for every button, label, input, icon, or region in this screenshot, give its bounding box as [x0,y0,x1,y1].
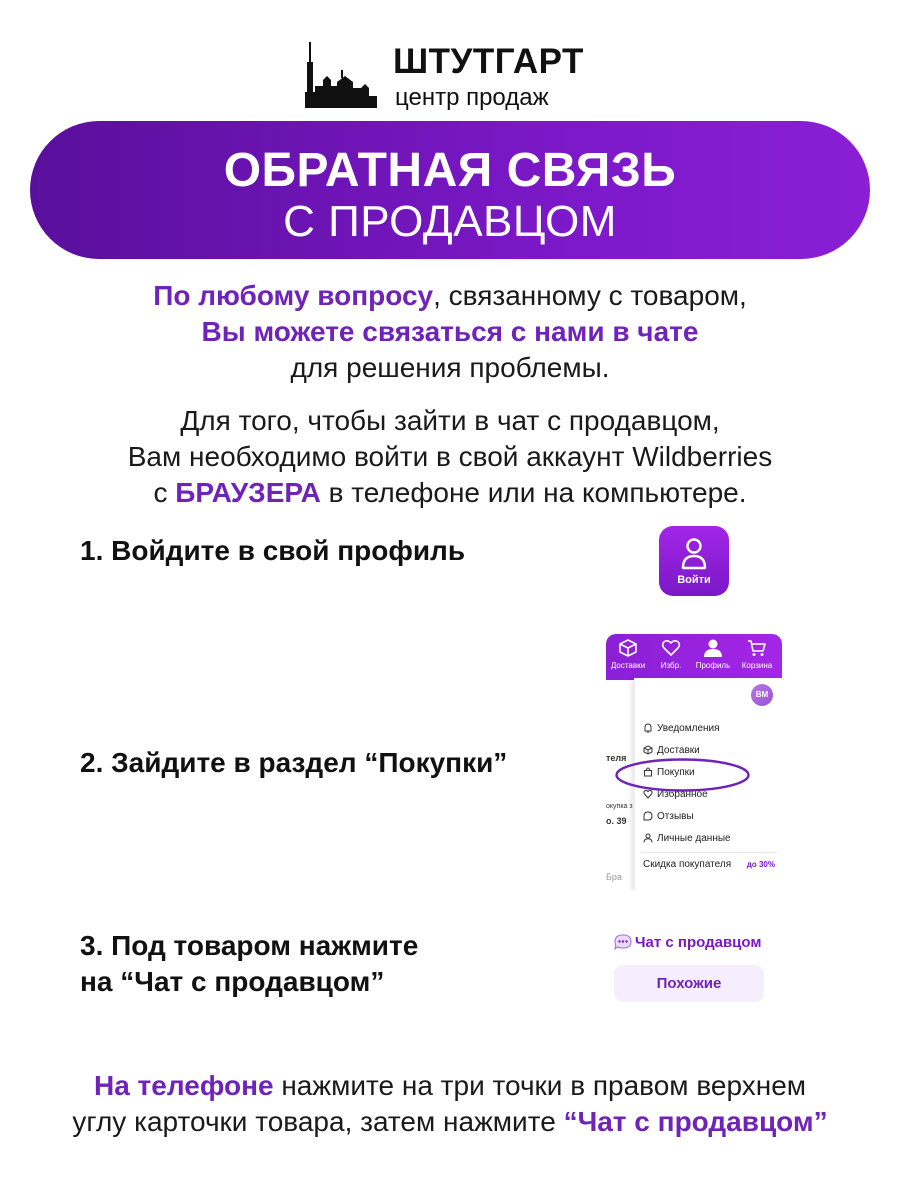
footer-line-1 [0,1068,900,1104]
city-skyline-icon [305,40,377,108]
footer-accent-phone: На телефоне [93,1070,274,1101]
background-text: Бра [606,872,622,882]
intro-line-2 [0,314,900,350]
login-button[interactable] [659,526,729,596]
tab-cart[interactable] [737,638,777,670]
highlight-oval [614,757,751,793]
buyer-discount-row[interactable] [643,858,775,872]
chat-bubble-icon [614,934,632,950]
chat-link-label: Чат с продавцом [635,934,762,951]
intro-line-3: для решения проблемы. [290,352,610,383]
bell-icon [643,723,653,733]
user-icon [681,538,707,570]
tab-label: Доставки [610,661,646,670]
logo-name: ШТУТГАРТ [393,42,584,81]
box-icon [618,638,638,658]
intro-accent-chat: Вы можете связаться с нами в чате [201,316,699,347]
background-text: теля [606,753,627,763]
title-banner [30,121,870,259]
tab-profile[interactable] [693,638,733,670]
intro-text: с [153,477,176,508]
avatar[interactable]: ВМ [751,684,773,706]
footer-accent-chat: “Чат с продавцом” [563,1106,828,1137]
step-1-text: 1. Войдите в свой профиль [80,535,466,566]
heart-icon [661,638,681,658]
footer-line-2 [0,1104,900,1140]
menu-item-label: Уведомления [657,723,720,734]
step-2-text: 2. Зайдите в раздел “Покупки” [80,747,508,778]
chat-icon [643,811,653,821]
intro-line-1 [0,278,900,314]
background-text: о. 39 [606,816,627,826]
menu-item-label: Личные данные [657,833,731,844]
menu-item-reviews[interactable] [643,808,694,826]
tab-favorites[interactable] [651,638,691,670]
discount-label: Скидка покупателя [643,859,732,870]
tab-label: Избр. [660,661,682,670]
similar-button[interactable]: Похожие [614,965,764,1002]
banner-subtitle: С ПРОДАВЦОМ [283,197,617,246]
intro-text: , связанному с товаром, [433,280,747,311]
menu-item-personal-data[interactable] [643,830,731,848]
intro-line-5: Вам необходимо войти в свой аккаунт Wildberries [127,441,773,472]
user-icon [703,638,723,658]
cart-icon [747,638,767,658]
box-icon [643,745,653,755]
menu-item-label: Доставки [657,745,700,756]
tab-label: Профиль [695,661,731,670]
top-navigation-bar [606,634,782,680]
logo-subtitle: центр продаж [395,84,549,111]
banner-title: ОБРАТНАЯ СВЯЗЬ [223,144,677,197]
intro-line-4: Для того, чтобы зайти в чат с продавцом, [180,405,720,436]
step-3-text-line-1: 3. Под товаром нажмите [80,930,419,961]
intro-text: в телефоне или на компьютере. [320,477,747,508]
brand-logo [305,40,605,115]
tab-label: Корзина [741,661,773,670]
intro-accent-browser: БРАУЗЕРА [175,477,321,508]
discount-value: до 30% [746,860,775,869]
menu-item-notifications[interactable] [643,720,720,738]
menu-item-label: Избранное [657,789,708,800]
intro-line-6 [0,475,900,511]
step-3-text-line-2: на “Чат с продавцом” [80,966,385,997]
login-label: Войти [677,574,711,586]
intro-accent-question: По любому вопросу [153,280,434,311]
menu-divider [641,852,777,853]
footer-text: нажмите на три точки в правом верхнем [273,1070,807,1101]
chat-with-seller-link[interactable] [614,934,761,951]
background-text: окупка з [606,803,633,810]
menu-item-label: Покупки [657,767,695,778]
footer-text: углу карточки товара, затем нажмите [72,1106,564,1137]
menu-item-label: Отзывы [657,811,694,822]
user-icon [643,833,653,843]
tab-deliveries[interactable] [608,638,648,670]
